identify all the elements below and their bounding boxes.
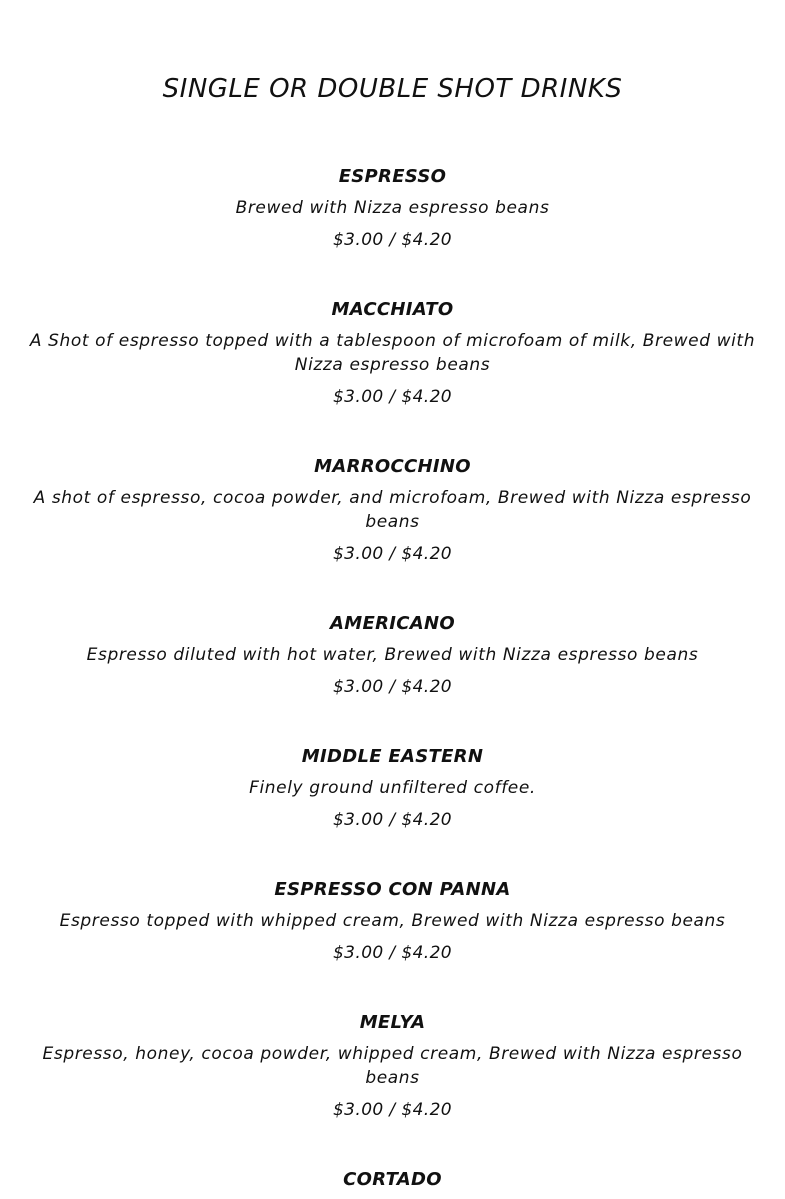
item-description: Brewed with Nizza espresso beans <box>235 198 550 218</box>
section-title: SINGLE OR DOUBLE SHOT DRINKS <box>162 74 623 104</box>
item-price: $3.00 / $4.20 <box>332 230 453 250</box>
item-name: MELYA <box>359 1012 426 1033</box>
item-name: MARROCCHINO <box>314 456 471 477</box>
item-name: AMERICANO <box>330 613 455 634</box>
menu-item-espresso <box>20 166 765 252</box>
menu-item-cortado <box>20 1169 765 1199</box>
menu-item-marrocchino <box>20 456 765 566</box>
item-name: MIDDLE EASTERN <box>301 746 484 767</box>
item-description: A Shot of espresso topped with a tablespoon of microfoam of milk, Brewed with Nizza espresso beans <box>29 331 756 375</box>
item-price: $3.00 / $4.20 <box>332 677 453 697</box>
item-description: A shot of espresso, cocoa powder, and microfoam, Brewed with Nizza espresso beans <box>33 488 752 532</box>
item-price: $3.00 / $4.20 <box>332 387 453 407</box>
item-price: $3.00 / $4.20 <box>332 1100 453 1120</box>
menu-item-americano <box>20 613 765 699</box>
item-price: $3.00 / $4.20 <box>332 544 453 564</box>
item-name: MACCHIATO <box>331 299 454 320</box>
item-price: $3.00 / $4.20 <box>332 810 453 830</box>
menu-item-middle-eastern <box>20 746 765 832</box>
item-description: Espresso diluted with hot water, Brewed with Nizza espresso beans <box>86 645 699 665</box>
item-name: ESPRESSO CON PANNA <box>274 879 511 900</box>
item-description: Finely ground unfiltered coffee. <box>249 778 536 798</box>
menu-item-melya <box>20 1012 765 1122</box>
item-name: CORTADO <box>343 1169 442 1190</box>
item-description: Espresso topped with whipped cream, Brewed with Nizza espresso beans <box>59 911 726 931</box>
item-description: Espresso, honey, cocoa powder, whipped cream, Brewed with Nizza espresso beans <box>42 1044 743 1088</box>
item-name: ESPRESSO <box>338 166 447 187</box>
item-price: $3.00 / $4.20 <box>332 943 453 963</box>
menu-item-espresso-con-panna <box>20 879 765 965</box>
menu-item-macchiato <box>20 299 765 409</box>
